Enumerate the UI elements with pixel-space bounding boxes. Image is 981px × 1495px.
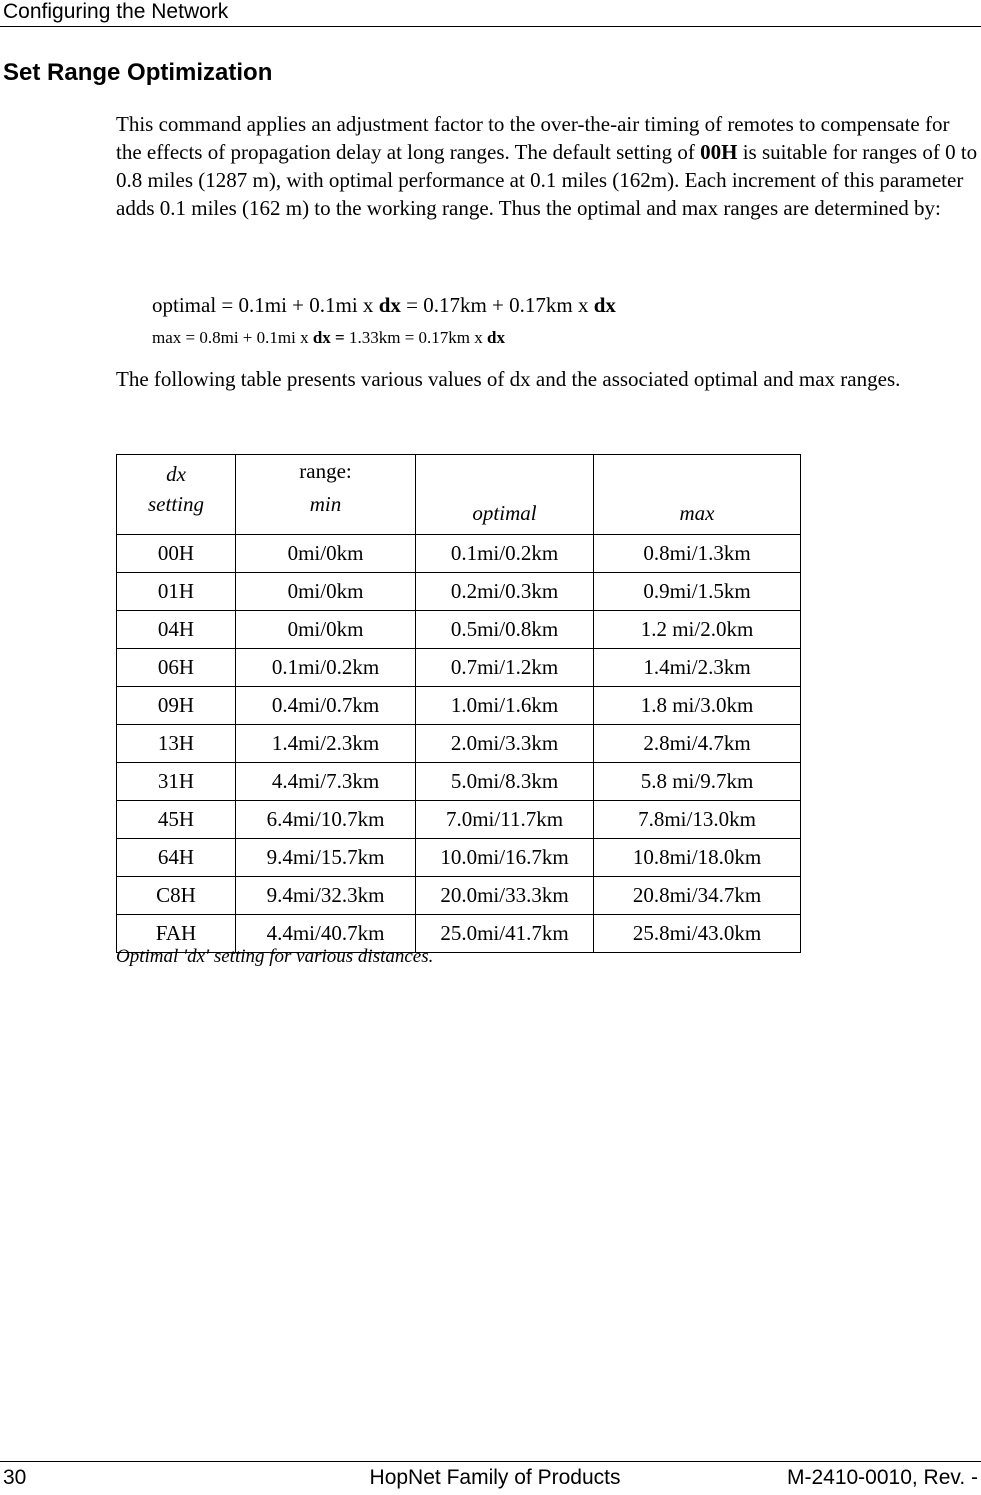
header-max: max [594,455,801,535]
footer-product: HopNet Family of Products [369,1466,621,1489]
dx-setting-cell: 13H [117,725,236,763]
min-range-cell: 9.4mi/15.7km [236,839,416,877]
table-caption: Optimal 'dx' setting for various distances. [116,946,434,967]
max-eq-text-b: 1.33km = 0.17km x [344,328,488,347]
section-title: Set Range Optimization [3,59,273,86]
optimal-range-cell: 5.0mi/8.3km [416,763,594,801]
intro-paragraph [116,110,978,222]
table-row [117,535,801,573]
min-range-cell: 0mi/0km [236,573,416,611]
max-equation [152,328,505,348]
optimal-range-cell: 0.5mi/0.8km [416,611,594,649]
table-row [117,725,801,763]
max-eq-dx-b: dx [487,328,506,347]
range-table [116,454,801,953]
dx-setting-cell: 09H [117,687,236,725]
header-dx: dx [166,462,186,486]
dx-setting-cell: 06H [117,649,236,687]
header-optimal: optimal [416,455,594,535]
min-range-cell: 0.4mi/0.7km [236,687,416,725]
max-range-cell: 0.9mi/1.5km [594,573,801,611]
optimal-range-cell: 25.0mi/41.7km [416,915,594,953]
dx-setting-cell: 64H [117,839,236,877]
max-eq-dx-a: dx = [312,328,345,347]
optimal-range-cell: 7.0mi/11.7km [416,801,594,839]
table-header-row [117,455,801,535]
max-range-cell: 25.8mi/43.0km [594,915,801,953]
optimal-eq-dx-b: dx [593,293,616,317]
min-range-cell: 4.4mi/7.3km [236,763,416,801]
optimal-range-cell: 20.0mi/33.3km [416,877,594,915]
footer-page-number: 30 [3,1466,27,1489]
min-range-cell: 0mi/0km [236,535,416,573]
optimal-eq-dx-a: dx [378,293,401,317]
optimal-eq-text-a: optimal = 0.1mi + 0.1mi x [152,293,379,317]
dx-setting-cell: C8H [117,877,236,915]
page-header [0,0,981,27]
dx-setting-cell: 00H [117,535,236,573]
max-range-cell: 1.2 mi/2.0km [594,611,801,649]
max-range-cell: 1.4mi/2.3km [594,649,801,687]
dx-setting-cell: FAH [117,915,236,953]
table-row [117,649,801,687]
optimal-range-cell: 10.0mi/16.7km [416,839,594,877]
header-range-min [236,455,416,535]
max-range-cell: 10.8mi/18.0km [594,839,801,877]
table-row [117,877,801,915]
dx-setting-cell: 01H [117,573,236,611]
table-row [117,801,801,839]
optimal-range-cell: 0.7mi/1.2km [416,649,594,687]
min-range-cell: 9.4mi/32.3km [236,877,416,915]
optimal-range-cell: 0.2mi/0.3km [416,573,594,611]
max-range-cell: 7.8mi/13.0km [594,801,801,839]
optimal-range-cell: 0.1mi/0.2km [416,535,594,573]
optimal-equation [152,293,616,318]
table-intro-paragraph: The following table presents various values of dx and the associated optimal and max ranges. [116,367,901,391]
optimal-range-cell: 1.0mi/1.6km [416,687,594,725]
table-row [117,687,801,725]
header-range: range: [299,459,352,483]
max-range-cell: 2.8mi/4.7km [594,725,801,763]
table-row [117,573,801,611]
header-dx-setting [117,455,236,535]
optimal-eq-text-b: = 0.17km + 0.17km x [400,293,594,317]
page-footer [0,1461,981,1495]
min-range-cell: 0mi/0km [236,611,416,649]
dx-setting-cell: 04H [117,611,236,649]
min-range-cell: 6.4mi/10.7km [236,801,416,839]
header-min: min [309,492,342,516]
max-eq-text-a: max = 0.8mi + 0.1mi x [152,328,313,347]
intro-text-part1: This command applies an adjustment factor to the over-the-air timing of remotes to compensate for the effects of propagation delay at long ranges. The default setting of [116,112,950,164]
footer-doc-id: M-2410-0010, Rev. - [786,1466,978,1489]
table-row [117,611,801,649]
max-range-cell: 20.8mi/34.7km [594,877,801,915]
max-range-cell: 0.8mi/1.3km [594,535,801,573]
max-range-cell: 1.8 mi/3.0km [594,687,801,725]
table-row [117,839,801,877]
dx-setting-cell: 31H [117,763,236,801]
header-setting: setting [148,492,204,516]
min-range-cell: 4.4mi/40.7km [236,915,416,953]
default-value: 00H [700,140,738,164]
header-title: Configuring the Network [3,0,229,23]
min-range-cell: 0.1mi/0.2km [236,649,416,687]
optimal-range-cell: 2.0mi/3.3km [416,725,594,763]
min-range-cell: 1.4mi/2.3km [236,725,416,763]
table-row [117,763,801,801]
dx-setting-cell: 45H [117,801,236,839]
table-body [117,535,801,953]
intro-text-part2: is suitable for ranges of 0 to 0.8 miles (1287 m), with optimal performance at 0.1 miles (162m). Each increment of this parameter adds 0.1 miles (162 m) to the working range. Thus the optimal and max ranges are determined by: [116,140,978,220]
max-range-cell: 5.8 mi/9.7km [594,763,801,801]
